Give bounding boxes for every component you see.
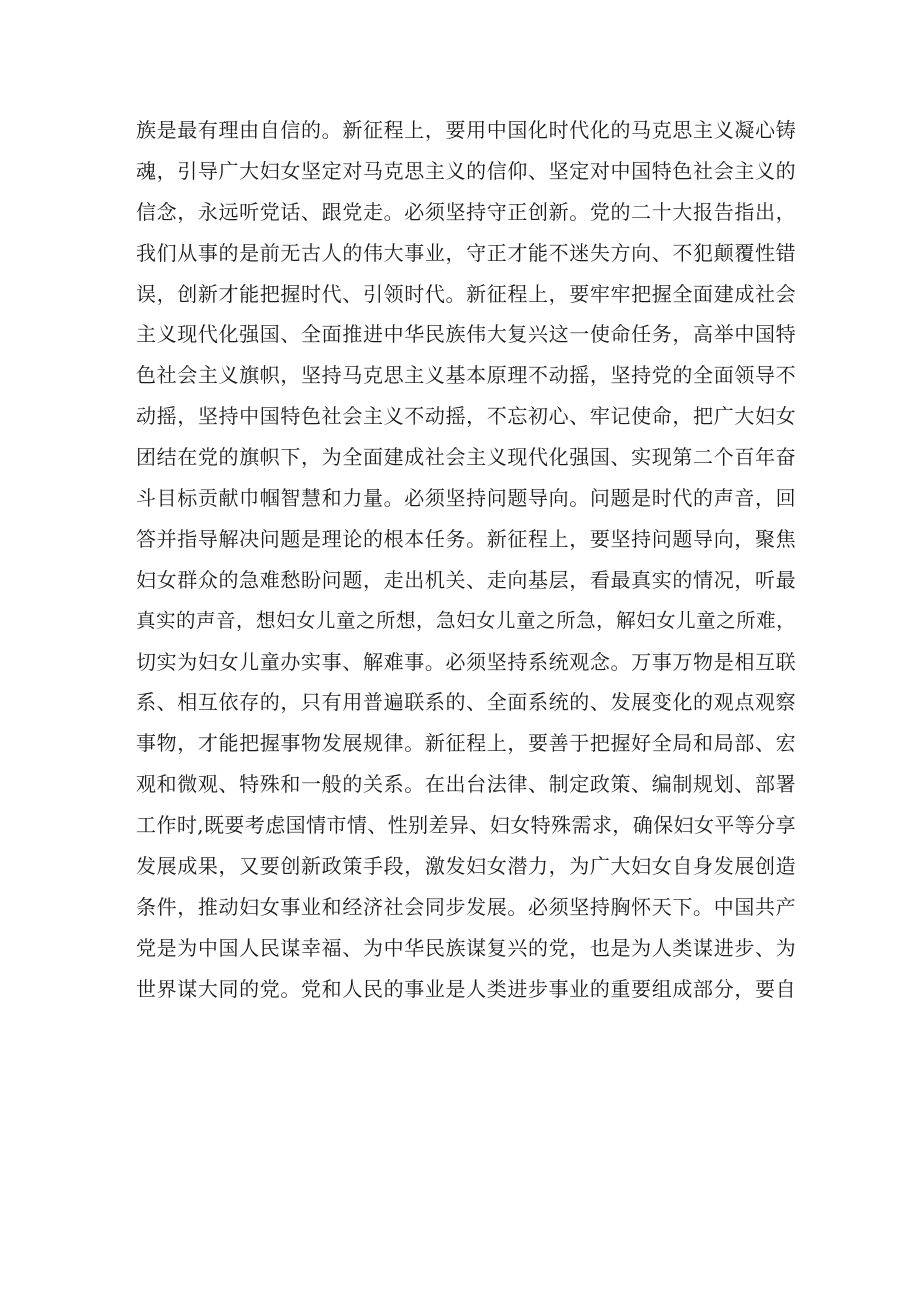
text-line: 团结在党的旗帜下，为全面建成社会主义现代化强国、实现第二个百年奋 [136,445,796,470]
text-line: 信念，永远听党话、跟党走。必须坚持守正创新。党的二十大报告指出， [136,199,796,224]
text-line: 世界谋大同的党。党和人民的事业是人类进步事业的重要组成部分，要自 [136,976,796,1001]
text-line: 答并指导解决问题是理论的根本任务。新征程上，要坚持问题导向，聚焦 [136,526,796,551]
text-line: 党是为中国人民谋幸福、为中华民族谋复兴的党，也是为人类谋进步、为 [136,935,796,960]
text-line: 发展成果，又要创新政策手段，激发妇女潜力，为广大妇女自身发展创造 [136,854,796,879]
text-line: 我们从事的是前无古人的伟大事业，守正才能不迷失方向、不犯颠覆性错 [136,240,796,265]
text-line: 切实为妇女儿童办实事、解难事。必须坚持系统观念。万事万物是相互联 [136,649,796,674]
text-line: 真实的声音，想妇女儿童之所想，急妇女儿童之所急，解妇女儿童之所难， [136,608,796,632]
text-line: 妇女群众的急难愁盼问题，走出机关、走向基层，看最真实的情况，听最 [136,567,796,592]
text-line: 系、相互依存的，只有用普遍联系的、全面系统的、发展变化的观点观察 [136,690,796,715]
text-line: 色社会主义旗帜，坚持马克思主义基本原理不动摇，坚持党的全面领导不 [136,363,796,388]
text-line: 工作时,既要考虑国情市情、性别差异、妇女特殊需求，确保妇女平等分享 [136,813,796,838]
text-line: 误，创新才能把握时代、引领时代。新征程上，要牢牢把握全面建成社会 [136,281,796,306]
text-line: 事物，才能把握事物发展规律。新征程上，要善于把握好全局和局部、宏 [136,731,796,756]
body-text [136,110,796,1010]
text-line: 斗目标贡献巾帼智慧和力量。必须坚持问题导向。问题是时代的声音，回 [136,486,796,511]
text-line: 动摇，坚持中国特色社会主义不动摇，不忘初心、牢记使命，把广大妇女 [136,404,796,429]
text-line: 观和微观、特殊和一般的关系。在出台法律、制定政策、编制规划、部署 [136,772,796,797]
text-line: 族是最有理由自信的。新征程上，要用中国化时代化的马克思主义凝心铸 [136,118,796,142]
text-line: 条件，推动妇女事业和经济社会同步发展。必须坚持胸怀天下。中国共产 [136,894,796,919]
text-line: 魂，引导广大妇女坚定对马克思主义的信仰、坚定对中国特色社会主义的 [136,158,796,183]
text-line: 主义现代化强国、全面推进中华民族伟大复兴这一使命任务，高举中国特 [136,322,796,347]
